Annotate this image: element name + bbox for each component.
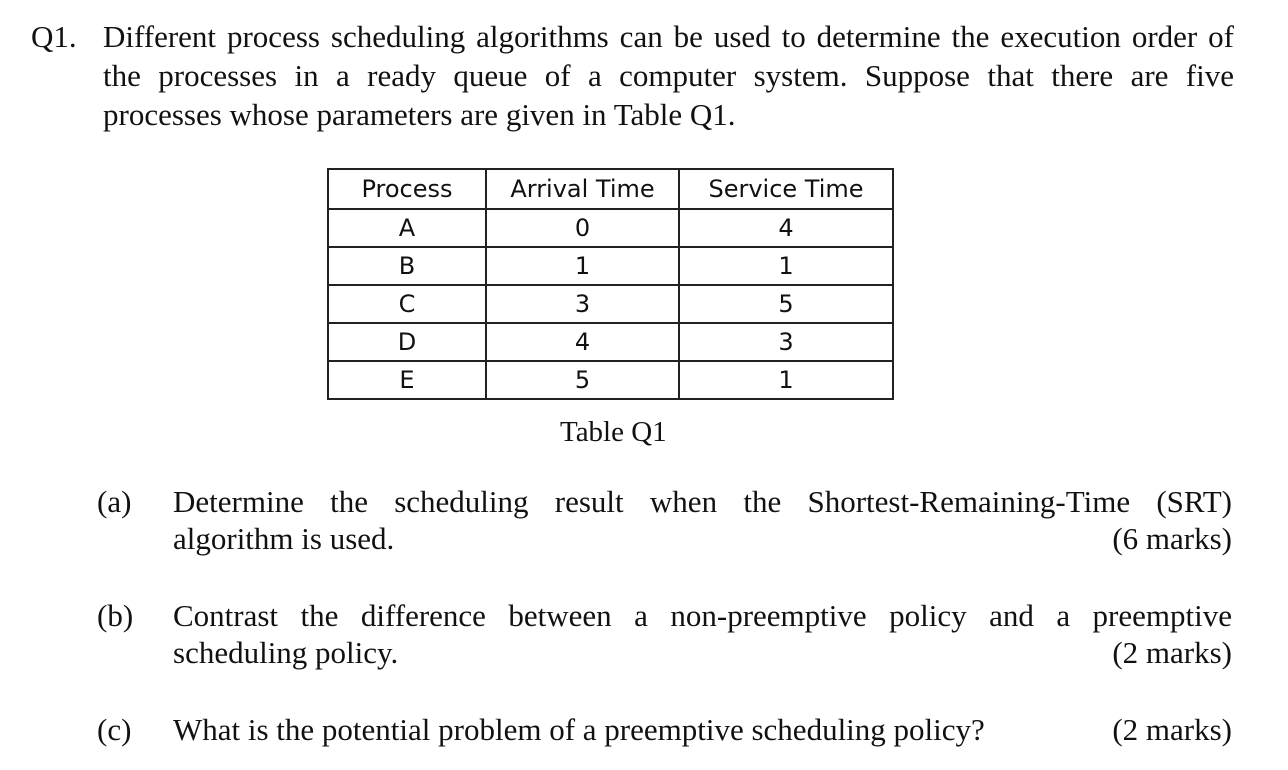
table-row xyxy=(328,361,893,399)
cell-arrival-time: 1 xyxy=(486,247,679,285)
cell-process: D xyxy=(328,323,486,361)
part-line: Contrast the difference between a non-preemptive policy and a preemptive xyxy=(173,598,1232,633)
cell-arrival-time: 3 xyxy=(486,285,679,323)
part-line-with-marks xyxy=(173,634,1232,671)
part-text xyxy=(173,711,1232,748)
marks-label: (2 marks) xyxy=(1112,712,1232,747)
cell-arrival-time: 0 xyxy=(486,209,679,247)
header-process: Process xyxy=(328,169,486,209)
header-arrival-time: Arrival Time xyxy=(486,169,679,209)
cell-service-time: 1 xyxy=(679,361,893,399)
table-row xyxy=(328,209,893,247)
process-table-container xyxy=(327,168,894,400)
part-label: (b) xyxy=(97,598,134,633)
question-line: the processes in a ready queue of a computer system. Suppose that there are five xyxy=(103,58,1234,93)
process-table xyxy=(327,168,894,400)
part-label: (a) xyxy=(97,484,132,519)
cell-service-time: 3 xyxy=(679,323,893,361)
cell-process: B xyxy=(328,247,486,285)
cell-service-time: 4 xyxy=(679,209,893,247)
question-number: Q1. xyxy=(31,19,77,54)
cell-arrival-time: 5 xyxy=(486,361,679,399)
marks-label: (6 marks) xyxy=(1112,521,1232,556)
question-line: processes whose parameters are given in Table Q1. xyxy=(103,97,736,132)
table-row xyxy=(328,285,893,323)
part-line-with-marks xyxy=(173,520,1232,557)
part-label: (c) xyxy=(97,712,132,747)
question-line: Different process scheduling algorithms can be used to determine the execution order of xyxy=(103,19,1234,54)
part-line: What is the potential problem of a preemptive scheduling policy? xyxy=(173,712,985,747)
marks-label: (2 marks) xyxy=(1112,635,1232,670)
cell-service-time: 1 xyxy=(679,247,893,285)
header-service-time: Service Time xyxy=(679,169,893,209)
table-row xyxy=(328,247,893,285)
part-text xyxy=(173,483,1232,557)
part-line: algorithm is used. xyxy=(173,521,395,556)
cell-process: E xyxy=(328,361,486,399)
part-text xyxy=(173,597,1232,671)
table-header-row xyxy=(328,169,893,209)
table-caption: Table Q1 xyxy=(560,416,667,448)
table-row xyxy=(328,323,893,361)
cell-process: C xyxy=(328,285,486,323)
part-line-with-marks xyxy=(173,711,1232,748)
cell-service-time: 5 xyxy=(679,285,893,323)
part-line: Determine the scheduling result when the Shortest-Remaining-Time (SRT) xyxy=(173,484,1232,519)
cell-arrival-time: 4 xyxy=(486,323,679,361)
cell-process: A xyxy=(328,209,486,247)
part-line: scheduling policy. xyxy=(173,635,399,670)
question-text xyxy=(103,17,1234,134)
